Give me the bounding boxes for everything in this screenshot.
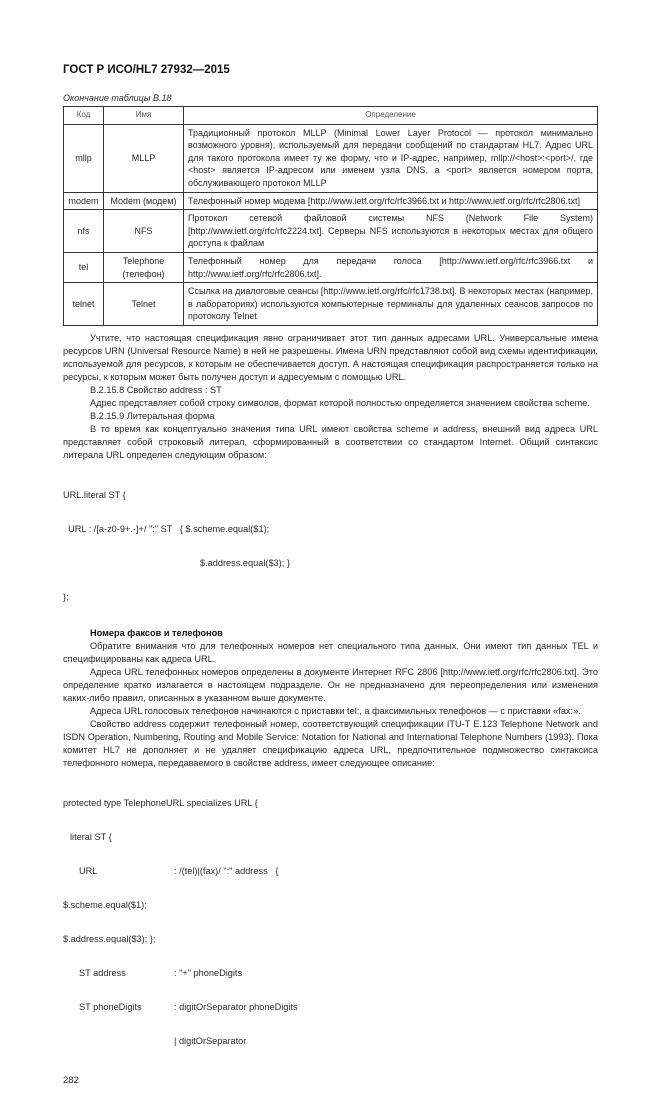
code-line: : digitOrSeparator phoneDigits <box>174 1001 298 1012</box>
code-line: $.scheme.equal($1); <box>63 899 147 910</box>
code-line: literal ST { <box>70 831 112 842</box>
cell-definition: Протокол сетевой файловой системы NFS (Network File System) [http://www.ietf.org/rfc/rfc2224.txt]. Серверы NFS используются в некоторых местах для общего доступа к файлам <box>184 210 598 253</box>
paragraph: Адрес представляет собой строку символов, формат которой полностью определяется значением свойства scheme. <box>90 397 590 408</box>
code-line: protected type TelephoneURL specializes URL { <box>63 797 258 808</box>
cell-code: mllp <box>64 124 104 192</box>
subsection-heading: B.2.15.8 Свойство address : ST <box>90 384 222 395</box>
cell-name: MLLP <box>104 124 184 192</box>
table-row <box>64 124 598 192</box>
cell-definition: Телефонный номер модема [http://www.ietf.org/rfc/rfc3966.txt и http://www.ietf.org/rfc/rfc2806.txt] <box>184 192 598 210</box>
code-line: | digitOrSeparator <box>174 1035 247 1046</box>
cell-code: nfs <box>64 210 104 253</box>
table-row <box>64 192 598 210</box>
cell-definition: Телефонный номер для передачи голоса [http://www.ietf.org/rfc/rfc3966.txt и http://www.ietf.org/rfc/rfc2806.txt]. <box>184 252 598 282</box>
cell-name: NFS <box>104 210 184 253</box>
code-block-telephone-url <box>63 778 598 1067</box>
code-block-url-literal <box>63 470 598 623</box>
column-header-name: Имя <box>104 107 184 125</box>
page-number: 282 <box>63 1074 79 1086</box>
cell-name: Modem (модем) <box>104 192 184 210</box>
table-header-row <box>64 107 598 125</box>
code-line: $.address.equal($3); }; <box>63 933 156 944</box>
body-section-1 <box>63 332 598 462</box>
column-header-definition: Определение <box>184 107 598 125</box>
definitions-table <box>63 106 598 326</box>
code-line: }; <box>63 591 69 602</box>
paragraph: Обратите внимания что для телефонных номеров нет специального типа данных. Они имеют тип данных TEL и специфицированы как адреса URL. <box>63 640 598 664</box>
paragraph: Свойство address содержит телефонный номер, соответствующий спецификации ITU-T E.123 Telephone Network and ISDN Operation, Numbering, Routing and Mobile Service: Notation for National and International Telephone Numbers (1993). Пока комитет HL7 не дополняет и не удаляет спецификацию адреса URL, предпочтительное подмножество синтаксиса телефонного номера, передаваемого в свойстве address, имеет следующее описание: <box>63 718 598 768</box>
cell-name: Telephone (телефон) <box>104 252 184 282</box>
subsection-heading: B.2.15.9 Литеральная форма <box>90 410 215 421</box>
code-line: URL : /[a-z0-9+.-]+/ ":" ST { $.scheme.equal($1); <box>63 523 270 534</box>
code-line: ST phoneDigits <box>79 1001 142 1012</box>
code-line: : "+" phoneDigits <box>174 967 243 978</box>
code-line: : /(tel)|(fax)/ ":" address { <box>174 865 279 876</box>
body-section-2 <box>63 627 598 770</box>
cell-definition: Ссылка на диалоговые сеансы [http://www.ietf.org/rfc/rfc1738.txt]. В некоторых местах (например, в лабораториях) используются компьютерные терминалы для удаленных сеансов запросов по протоколу Telnet <box>184 283 598 326</box>
paragraph: В то время как концептуально значения типа URL имеют свойства scheme и address, внешний вид адреса URL представляет собой строковый литерал, сформированный в соответствии со стандартом Internet. Общий синтаксис литерала URL определен следующим образом: <box>63 423 598 460</box>
column-header-code: Код <box>64 107 104 125</box>
cell-code: telnet <box>64 283 104 326</box>
table-caption: Окончание таблицы B.18 <box>63 93 172 103</box>
table-row <box>64 283 598 326</box>
cell-code: tel <box>64 252 104 282</box>
table-row <box>64 252 598 282</box>
paragraph: Учтите, что настоящая спецификация явно ограничивает этот тип данных адресами URL. Универсальные имена ресурсов URN (Universal Resource Name) в ней не разрешены. Имена URN представляют собой вид схемы идентификации, используемой для ресурсов, к которым не обеспечивается доступ. А настоящая спецификация распространяется только на ресурсы, к которым может быть получен доступ и адресуемым с помощью URL. <box>63 332 598 382</box>
code-line: URL <box>79 865 98 876</box>
cell-definition: Традиционный протокол MLLP (Minimal Lower Layer Protocol — протокол минимально возможного уровня), используемый для передачи сообщений по стандартам HL7. Адрес URL для такого протокола имеет ту же форму, что и IP-адрес, например, mllp://<host>:<port>/, где <host> является IP-адресом или именем узла DNS, а <port> является номером порта, обслуживающего протокол MLLP <box>184 124 598 192</box>
paragraph: Адреса URL голосовых телефонов начинаются с приставки tel:, а факсимильных телефонов — с приставки «fax:». <box>90 705 581 716</box>
code-line: ST address <box>79 967 126 978</box>
page-content <box>63 0 598 1117</box>
code-line: URL.literal ST { <box>63 489 126 500</box>
paragraph: Адреса URL телефонных номеров определены в документе Интернет RFC 2806 [http://www.ietf.org/rfc/rfc2806.txt]. Это определение кратко излагается в настоящем подразделе. Он не предназначено для переопределения или изменения каких-либо правил, описанных в указанном выше документе. <box>63 666 598 703</box>
table-row <box>64 210 598 253</box>
document-header: ГОСТ Р ИСО/HL7 27932—2015 <box>63 64 230 76</box>
cell-code: modem <box>64 192 104 210</box>
cell-name: Telnet <box>104 283 184 326</box>
section-heading: Номера факсов и телефонов <box>90 627 223 638</box>
code-line: $.address.equal($3); } <box>200 557 290 568</box>
